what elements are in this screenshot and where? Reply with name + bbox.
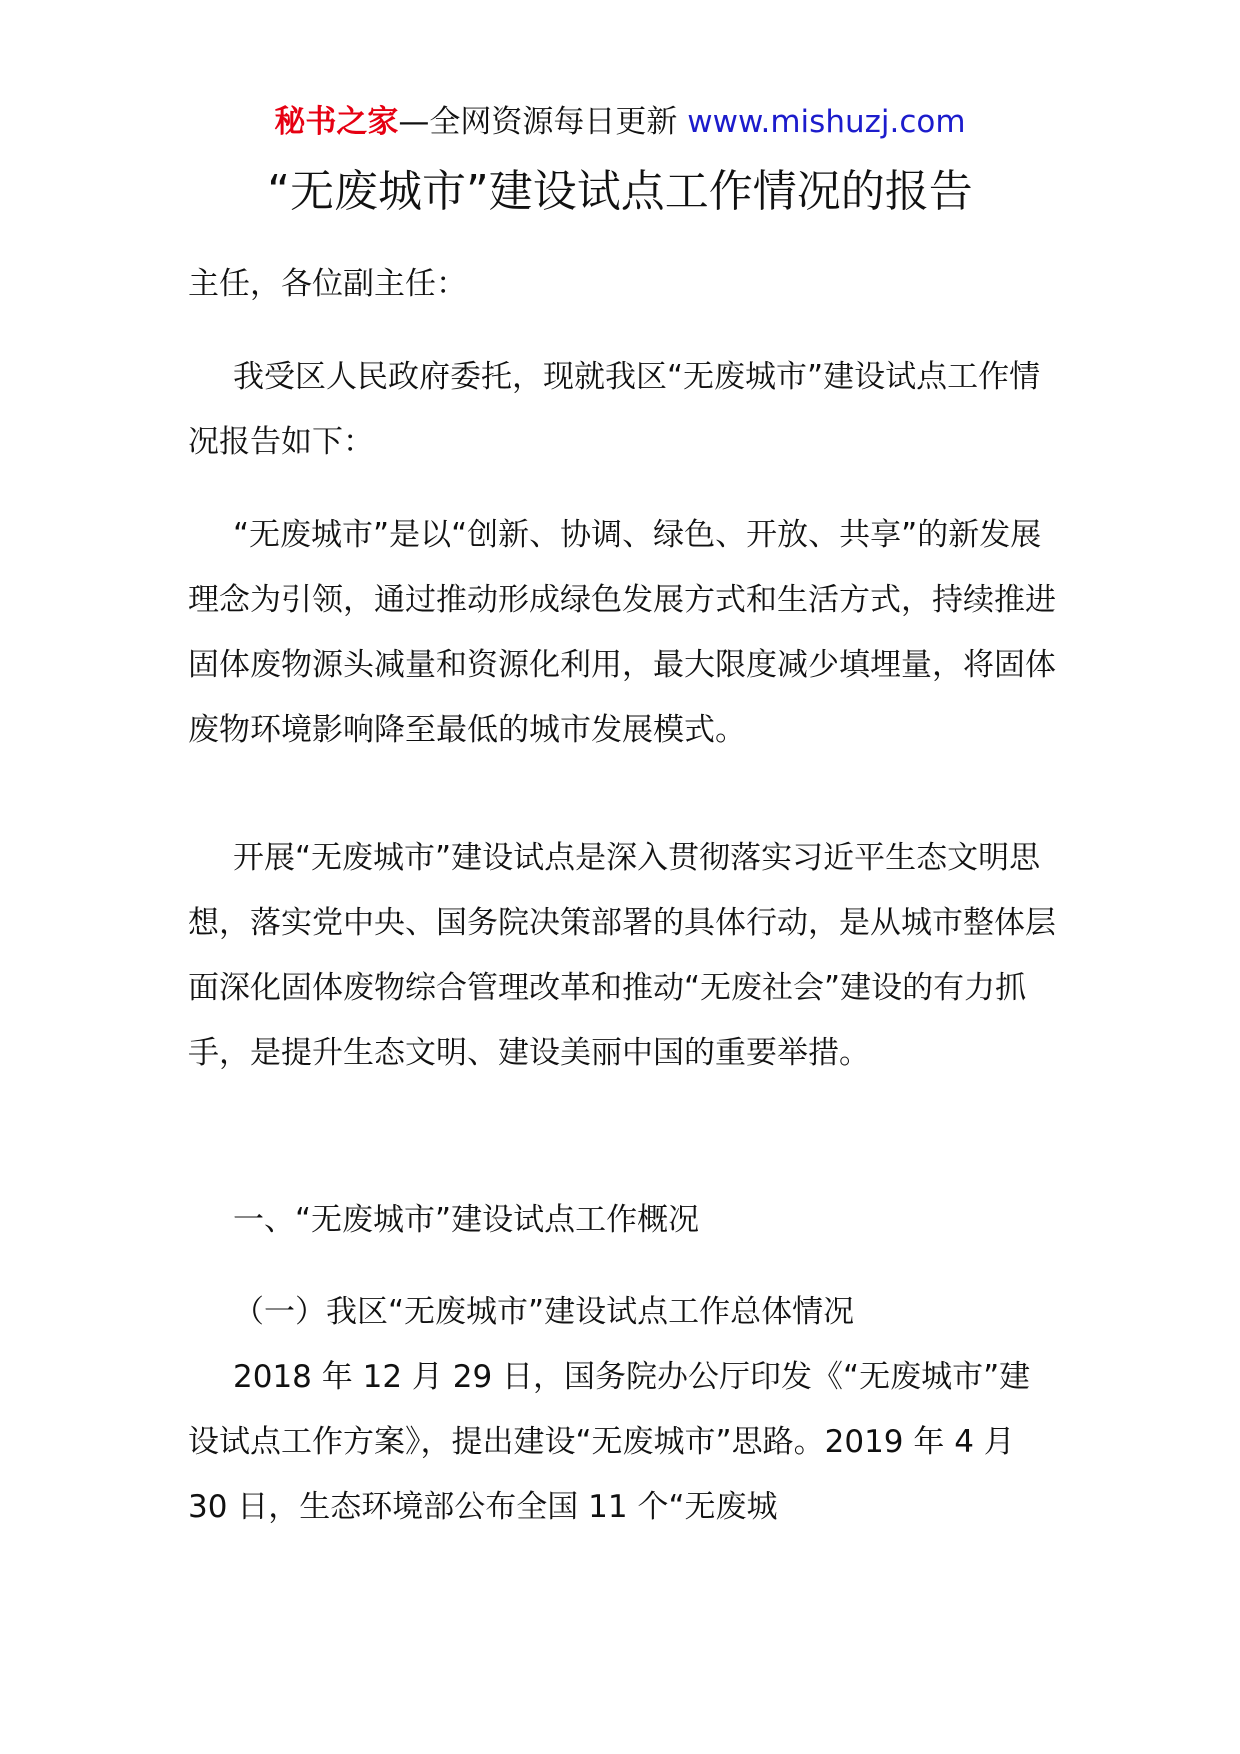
salutation: 主任，各位副主任：: [188, 266, 467, 302]
section-heading-1: 一、“无废城市”建设试点工作概况: [233, 1202, 700, 1238]
paragraph-significance: 开展“无废城市”建设试点是深入贯彻落实习近平生态文明思想，落实党中央、国务院决策部署的具体行动，是从城市整体层面深化固体废物综合管理改革和推动“无废社会”建设的有力抓手，是提升生态文明、建设美丽中国的重要举措。: [188, 840, 1056, 1071]
document-title: “无废城市”建设试点工作情况的报告: [267, 166, 973, 217]
subsection-heading-1: （一）我区“无废城市”建设试点工作总体情况: [233, 1294, 855, 1330]
watermark-url: www.mishuzj.com: [687, 104, 966, 140]
watermark-slogan: —全网资源每日更新: [398, 104, 688, 140]
watermark-header: [0, 100, 1240, 144]
paragraph-background: 2018 年 12 月 29 日，国务院办公厅印发《“无废城市”建设试点工作方案》，提出建设“无废城市”思路。2019 年 4 月 30 日，生态环境部公布全国 11 个“无废城: [188, 1359, 1031, 1525]
watermark-brand: 秘书之家: [274, 104, 399, 140]
paragraph-definition: “无废城市”是以“创新、协调、绿色、开放、共享”的新发展理念为引领，通过推动形成绿色发展方式和生活方式，持续推进固体废物源头减量和资源化利用，最大限度减少填埋量，将固体废物环境影响降至最低的城市发展模式。: [188, 517, 1056, 748]
paragraph-intro: 我受区人民政府委托，现就我区“无废城市”建设试点工作情况报告如下：: [188, 359, 1041, 460]
